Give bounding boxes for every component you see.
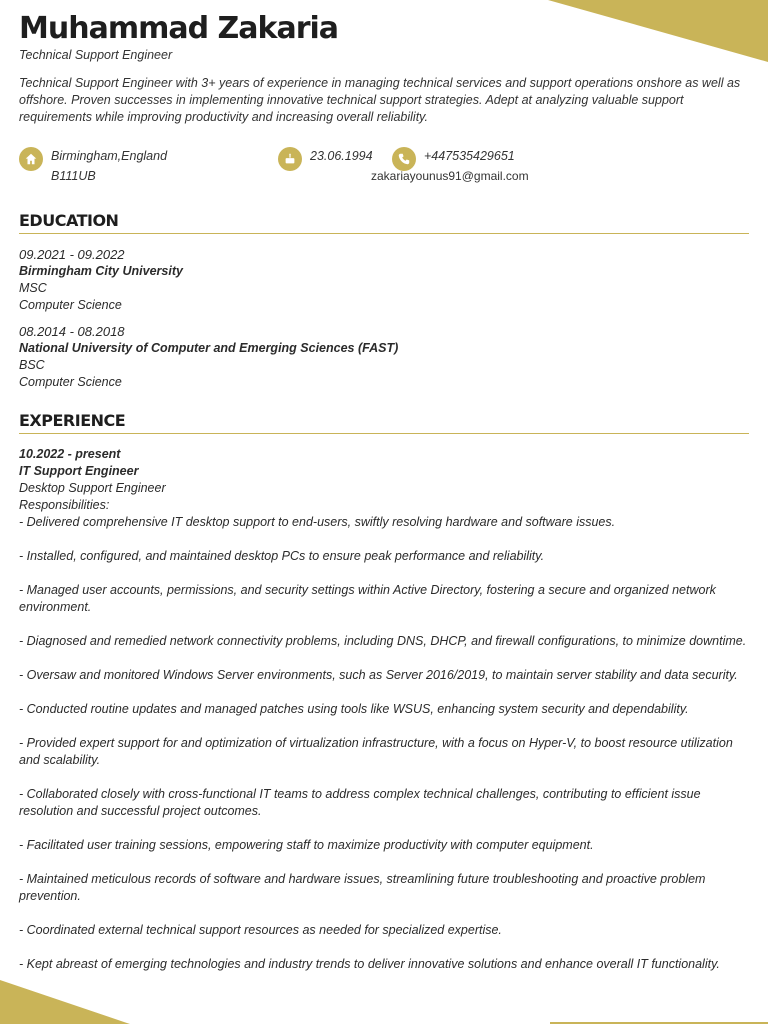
responsibility-item: - Provided expert support for and optimization of virtualization infrastructure, with a focus on Hyper-V, to boost resource utilization and scalability. bbox=[19, 736, 733, 767]
experience-entry bbox=[19, 446, 749, 973]
responsibilities-list bbox=[19, 514, 749, 973]
phone-number: +447535429651 bbox=[424, 149, 515, 163]
responsibility-item: - Coordinated external technical support resources as needed for specialized expertise. bbox=[19, 923, 502, 937]
experience-role: IT Support Engineer bbox=[19, 464, 139, 478]
education-field: Computer Science bbox=[19, 375, 122, 389]
phone-icon bbox=[392, 147, 416, 171]
education-dates: 09.2021 - 09.2022 bbox=[19, 247, 125, 262]
experience-position: Desktop Support Engineer bbox=[19, 481, 166, 495]
resume-page bbox=[19, 10, 749, 990]
experience-dates: 10.2022 - present bbox=[19, 447, 121, 461]
education-heading: EDUCATION bbox=[19, 211, 749, 234]
responsibility-item: - Installed, configured, and maintained desktop PCs to ensure peak performance and reliability. bbox=[19, 549, 545, 563]
responsibility-item: - Delivered comprehensive IT desktop support to end-users, swiftly resolving hardware and software issues. bbox=[19, 515, 616, 529]
education-entry bbox=[19, 246, 749, 314]
education-degree: BSC bbox=[19, 358, 45, 372]
job-headline: Technical Support Engineer bbox=[19, 48, 173, 62]
responsibilities-label: Responsibilities: bbox=[19, 498, 110, 512]
responsibility-item: - Oversaw and monitored Windows Server environments, such as Server 2016/2019, to maintain server stability and data security. bbox=[19, 668, 738, 682]
candidate-name: Muhammad Zakaria bbox=[19, 11, 339, 46]
responsibility-item: - Conducted routine updates and managed patches using tools like WSUS, enhancing system security and dependability. bbox=[19, 702, 689, 716]
birth-date: 23.06.1994 bbox=[310, 149, 373, 163]
address-line-2: B111UB bbox=[51, 169, 96, 183]
education-institution: Birmingham City University bbox=[19, 264, 183, 278]
cake-icon bbox=[278, 147, 302, 171]
address-line-1: Birmingham,England bbox=[51, 149, 168, 163]
education-degree: MSC bbox=[19, 281, 47, 295]
email-address[interactable]: zakariayounus91@gmail.com bbox=[371, 169, 529, 183]
home-icon bbox=[19, 147, 43, 171]
professional-summary: Technical Support Engineer with 3+ years of experience in managing technical services and support operations onshore as well as offshore. Proven successes in implementing innovative technical support strategies. Adept at analyzing valuable support requirements while improving productivity and increasing overall reliability. bbox=[19, 76, 741, 124]
responsibility-item: - Facilitated user training sessions, empowering staff to maximize productivity with computer equipment. bbox=[19, 838, 594, 852]
responsibility-item: - Diagnosed and remedied network connectivity problems, including DNS, DHCP, and firewall configurations, to minimize downtime. bbox=[19, 634, 747, 648]
education-dates: 08.2014 - 08.2018 bbox=[19, 324, 125, 339]
education-field: Computer Science bbox=[19, 298, 122, 312]
contact-info bbox=[19, 149, 749, 193]
experience-heading: EXPERIENCE bbox=[19, 411, 749, 434]
education-institution: National University of Computer and Emerging Sciences (FAST) bbox=[19, 341, 399, 355]
responsibility-item: - Collaborated closely with cross-functional IT teams to address complex technical challenges, contributing to efficient issue resolution and successful project outcomes. bbox=[19, 787, 701, 818]
responsibility-item: - Managed user accounts, permissions, and security settings within Active Directory, fostering a secure and organized network environment. bbox=[19, 583, 716, 614]
education-entry bbox=[19, 323, 749, 391]
responsibility-item: - Kept abreast of emerging technologies and industry trends to deliver innovative solutions and enhance overall IT functionality. bbox=[19, 957, 720, 971]
education-list bbox=[19, 246, 749, 391]
responsibility-item: - Maintained meticulous records of software and hardware issues, streamlining future troubleshooting and proactive problem prevention. bbox=[19, 872, 706, 903]
